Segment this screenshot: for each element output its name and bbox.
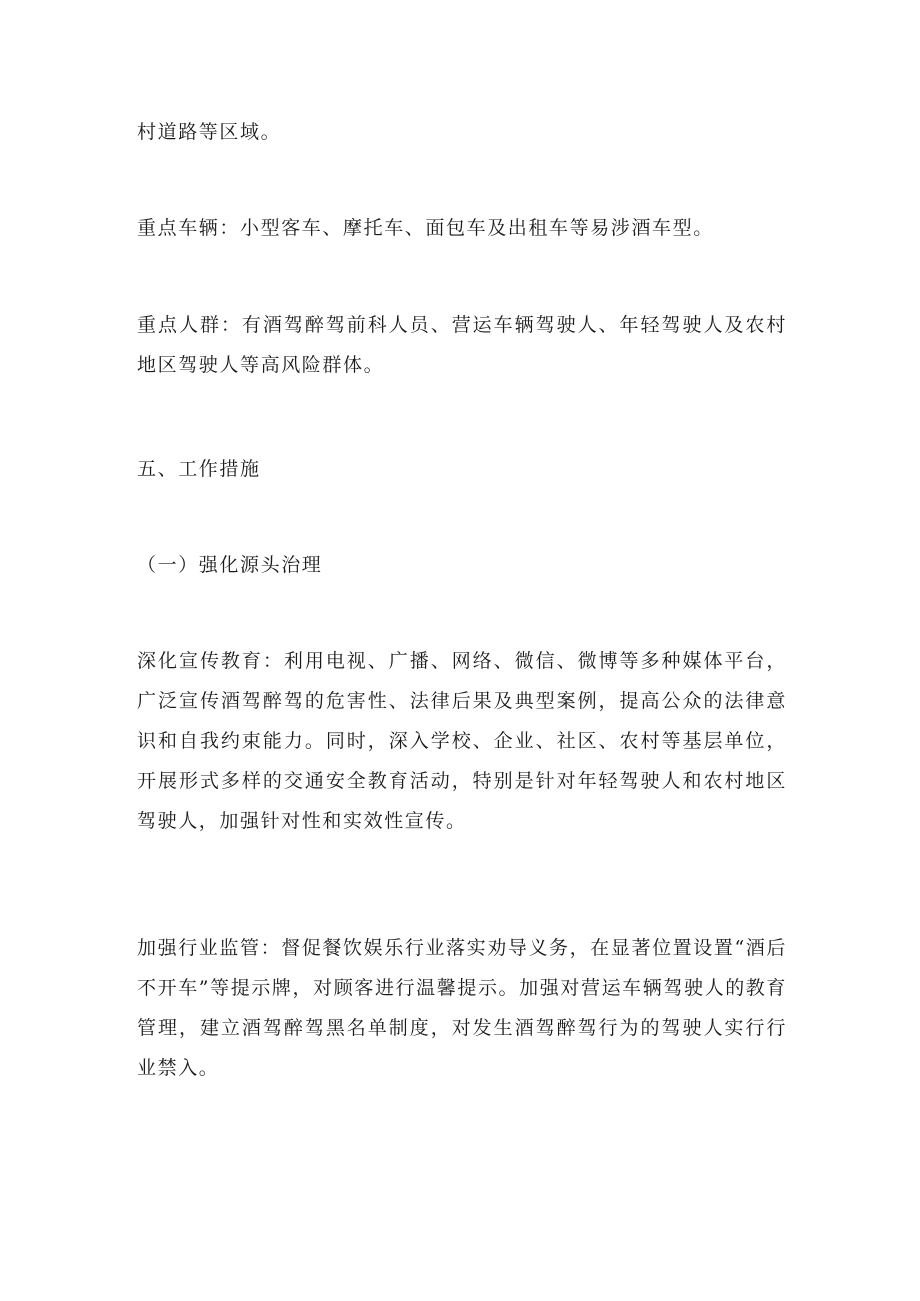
paragraph-industry-supervision: 加强行业监管：督促餐饮娱乐行业落实劝导义务，在显著位置设置“酒后不开车”等提示牌，对顾客进行温馨提示。加强对营运车辆驾驶人的教育管理，建立酒驾醉驾黑名单制度，对发生酒驾醉驾行为的驾驶人实行行业禁入。 [137,937,787,1079]
subsection-heading-source-governance: （一）强化源头治理 [137,554,323,576]
paragraph-continuation: 村道路等区域。 [137,121,282,143]
paragraph-key-vehicles: 重点车辆：小型客车、摩托车、面包车及出租车等易涉酒车型。 [137,217,714,239]
paragraph-publicity-education: 深化宣传教育：利用电视、广播、网络、微信、微博等多种媒体平台，广泛宣传酒驾醉驾的危害性、法律后果及典型案例，提高公众的法律意识和自我约束能力。同时，深入学校、企业、社区、农村等基层单位，开展形式多样的交通安全教育活动，特别是针对年轻驾驶人和农村地区驾驶人，加强针对性和实效性宣传。 [137,650,787,832]
section-heading-work-measures: 五、工作措施 [137,458,261,480]
paragraph-key-groups: 重点人群：有酒驾醉驾前科人员、营运车辆驾驶人、年轻驾驶人及农村地区驾驶人等高风险群体。 [137,314,787,376]
